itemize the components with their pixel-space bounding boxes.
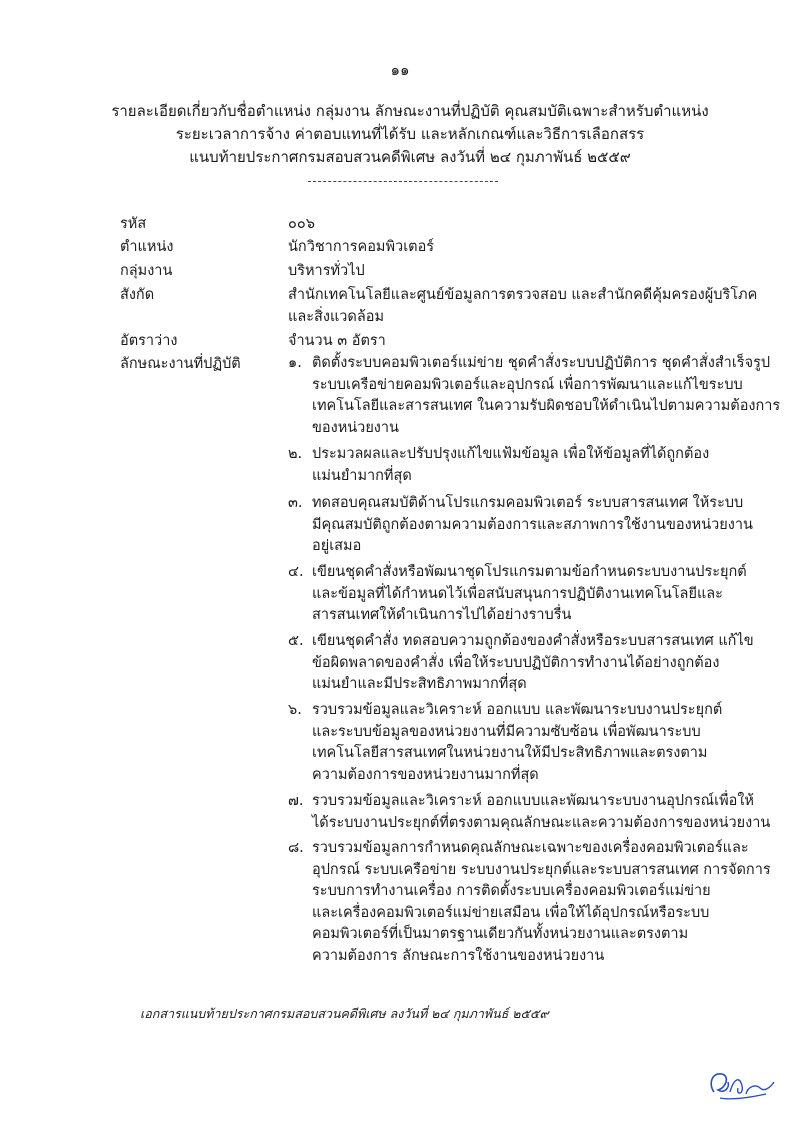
position-label: ตำแหน่ง <box>120 239 174 255</box>
duty-text <box>312 631 754 696</box>
code-value: ๐๐๖ <box>288 216 315 232</box>
duty-line: และข้อมูลที่ได้กำหนดไว้เพื่อสนับสนุนการปฏิบัติงานเทคโนโลยีและ <box>312 585 723 602</box>
duty-number: ๕. <box>288 633 304 649</box>
duty-line: คอมพิวเตอร์ที่เป็นมาตรฐานเดียวกันทั้งหน่วยงานและตรงตาม <box>312 926 689 942</box>
group-label: กลุ่มงาน <box>120 263 173 279</box>
vacancies-label: อัตราว่าง <box>120 333 178 349</box>
header-line: แนบท้ายประกาศกรมสอบสวนคดีพิเศษ ลงวันที่ ๒๔ กุมภาพันธ์ ๒๕๕๙ <box>189 148 631 166</box>
duty-line: รวบรวมข้อมูลและวิเคราะห์ ออกแบบและพัฒนาระบบงานอุปกรณ์เพื่อให้ <box>312 793 754 809</box>
duties-label: ลักษณะงานที่ปฏิบัติ <box>120 356 241 372</box>
duty-line: เขียนชุดคำสั่งหรือพัฒนาชุดโปรแกรมตามข้อกำหนดระบบงานประยุกต์ <box>312 564 747 580</box>
duty-line: อุปกรณ์ ระบบเครือข่าย ระบบงานประยุกต์และระบบสารสนเทศ การจัดการ <box>312 861 771 878</box>
duty-number: ๓. <box>288 495 303 511</box>
duty-line: อยู่เสมอ <box>312 538 362 554</box>
duty-text <box>312 791 771 834</box>
duty-line: รวบรวมข้อมูลและวิเคราะห์ ออกแบบ และพัฒนาระบบงานประยุกต์ <box>312 702 723 718</box>
duty-line: สารสนเทศให้ดำเนินการไปได้อย่างราบรื่น <box>312 607 572 623</box>
duty-line: และเครื่องคอมพิวเตอร์แม่ข่ายเสมือน เพื่อให้ได้อุปกรณ์หรือระบบ <box>312 904 710 921</box>
affiliation-label: สังกัด <box>120 287 155 303</box>
header-line: รายละเอียดเกี่ยวกับชื่อตำแหน่ง กลุ่มงาน ลักษณะงานที่ปฏิบัติ คุณสมบัติเฉพาะสำหรับตำแหน่ง <box>111 102 709 120</box>
code-label: รหัส <box>120 216 147 232</box>
duty-line: เขียนชุดคำสั่ง ทดสอบความถูกต้องของคำสั่งหรือระบบสารสนเทศ แก้ไข <box>312 633 754 649</box>
group-value: บริหารทั่วไป <box>288 263 365 279</box>
duty-text <box>312 353 781 439</box>
duty-line: ระบบการทำงานเครื่อง การติดตั้งระบบเครื่องคอมพิวเตอร์แม่ข่าย <box>312 883 711 899</box>
duty-line: ความต้องการ ลักษณะการใช้งานของหน่วยงาน <box>312 947 605 964</box>
duty-text <box>312 444 712 487</box>
vacancies-value: จำนวน ๓ อัตรา <box>288 333 386 349</box>
duty-line: ทดสอบคุณสมบัติด้านโปรแกรมคอมพิวเตอร์ ระบบสารสนเทศ ให้ระบบ <box>312 495 744 511</box>
duty-line: ข้อผิดพลาดของคำสั่ง เพื่อให้ระบบปฏิบัติการทำงานได้อย่างถูกต้อง <box>312 654 720 671</box>
duty-line: รวบรวมข้อมูลการกำหนดคุณลักษณะเฉพาะของเครื่องคอมพิวเตอร์และ <box>312 840 749 856</box>
page-number: ๑๑ <box>390 61 410 79</box>
affiliation-line: สำนักเทคโนโลยีและศูนย์ข้อมูลการตรวจสอบ และสำนักคดีคุ้มครองผู้บริโภค <box>288 287 758 303</box>
header-divider <box>308 181 498 182</box>
duty-line: มีคุณสมบัติถูกต้องตามความต้องการและสภาพการใช้งานของหน่วยงาน <box>312 516 753 533</box>
duty-line: ระบบเครือข่ายคอมพิวเตอร์และอุปกรณ์ เพื่อการพัฒนาและแก้ไขระบบ <box>312 376 743 393</box>
duty-line: เทคโนโลยีและสารสนเทศ ในความรับผิดชอบให้ดำเนินไปตามความต้องการ <box>312 398 781 414</box>
duty-number: ๔. <box>288 564 304 580</box>
duty-line: ประมวลผลและปรับปรุงแก้ไขแฟ้มข้อมูล เพื่อให้ข้อมูลที่ได้ถูกต้อง <box>312 446 710 462</box>
duty-line: ความต้องการของหน่วยงานมากที่สุด <box>312 766 539 783</box>
duty-number: ๖. <box>288 702 302 718</box>
duty-number: ๗. <box>288 793 304 809</box>
document-header <box>110 100 710 169</box>
duty-line: ได้ระบบงานประยุกต์ที่ตรงตามคุณลักษณะและความต้องการของหน่วยงาน <box>312 814 771 831</box>
duty-text <box>312 700 723 786</box>
duty-line: ของหน่วยงาน <box>312 419 399 436</box>
duty-number: ๘. <box>288 840 304 856</box>
duty-line: ติดตั้งระบบคอมพิวเตอร์แม่ข่าย ชุดคำสั่งระบบปฏิบัติการ ชุดคำสั่งสำเร็จรูป <box>312 355 771 371</box>
duty-line: แม่นยำมากที่สุด <box>312 467 412 484</box>
duty-text <box>312 838 771 967</box>
footer-note: เอกสารแนบท้ายประกาศกรมสอบสวนคดีพิเศษ ลงวันที่ ๒๔ กุมภาพันธ์ ๒๕๕๙ <box>140 1006 549 1021</box>
position-value: นักวิชาการคอมพิวเตอร์ <box>288 239 435 255</box>
duty-number: ๒. <box>288 446 303 462</box>
affiliation-line: และสิ่งแวดล้อม <box>288 309 385 325</box>
signature-image <box>700 1058 780 1108</box>
duty-text <box>312 493 753 558</box>
duty-line: แม่นยำและมีประสิทธิภาพมากที่สุด <box>312 676 527 692</box>
duty-number: ๑. <box>288 355 302 371</box>
duty-line: และระบบข้อมูลของหน่วยงานที่มีความซับซ้อน เพื่อพัฒนาระบบ <box>312 723 701 740</box>
header-line: ระยะเวลาการจ้าง ค่าตอบแทนที่ได้รับ และหลักเกณฑ์และวิธีการเลือกสรร <box>175 125 645 143</box>
duty-line: เทคโนโลยีสารสนเทศในหน่วยงานให้มีประสิทธิภาพและตรงตาม <box>312 745 708 761</box>
duty-text <box>312 562 747 627</box>
